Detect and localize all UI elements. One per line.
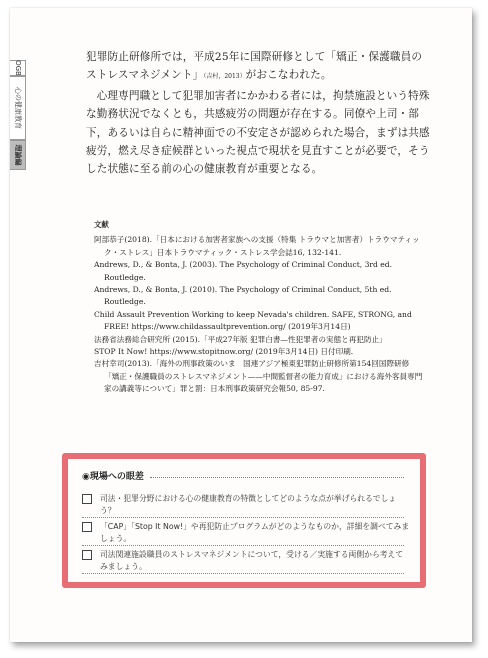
reference-item: 吉村幸司(2013).「海外の刑事政策のいま 国連アジア極東犯罪防止研修所第154回国際研修「矯正・保護職員のストレスマネジメント——中間監督者の能力育成」における海外客員専門家の講義等について」罪と罰：日本刑事政策研究会報50, 85-97. [94,359,423,394]
checkbox[interactable] [82,494,92,504]
side-tabs [10,60,26,170]
body-text [86,48,430,179]
side-tab-theory[interactable]: 理論編 [10,140,26,170]
divider [82,517,404,518]
divider [150,477,404,478]
divider [82,573,404,574]
field-perspective-box [62,453,426,588]
reference-item: 阿部恭子(2018).「日本における加害者家族への支援（特集 トラウマと加害者）トラウマティック・ストレス」日本トラウマティック・ストレス学会誌16, 132-141. [94,235,420,257]
reference-item: STOP It Now! https://www.stopitnow.org/ (2019年3月14日) 日付印刷. [94,347,354,357]
box-title: ◉現場への眼差 [82,472,144,482]
question-text: 司法・犯罪分野における心の健康教育の特徴としてどのような点が挙げられるでしょう？ [100,494,397,515]
reference-item: Andrews, D., & Bonta, J. (2003). The Psychology of Criminal Conduct, 3rd ed. Routledge. [94,260,393,282]
checkbox[interactable] [82,550,92,560]
paragraph-1: 犯罪防止研修所では，平成25年に国際研修として「矯正・保護職員のストレスマネジメント」（吉村，2013）がおこなわれた。 [86,51,423,82]
question-text: 司法関連施設職員のストレスマネジメントについて，受ける／実施する両側から考えてみましょう。 [100,550,404,571]
question-text: 「CAP」「Stop It Now!」や再犯防止プログラムがどのようなものか，詳細を調べてみましょう。 [100,522,410,543]
reference-item: Andrews, D., & Bonta, J. (2010). The Psychology of Criminal Conduct, 5th ed. Routledge. [94,285,392,307]
paragraph-2: 心理専門職として犯罪加害者にかかわる者には，拘禁施設という特殊な勤務状況でなくとも，共感疲労の問題が存在する。同僚や上司・部下，あるいは自らに精神面での不安定さが認められた場合，まずは共感疲労，燃え尽き症候群といった視点で現状を見直すことが必要で，そうした状態に至る前の心の健康教育が重要となる。 [86,89,430,176]
reference-item: Child Assault Prevention Working to keep Nevada's children. SAFE, STRONG, and FREE! https://www.childassaultprevention.org/ (2019年3月14日) [94,309,412,332]
divider [82,545,404,546]
checkbox[interactable] [82,522,92,532]
references [94,219,424,396]
citation: （吉村，2013） [203,73,246,81]
side-tab-mental-health[interactable]: 心の健康教育 [10,76,26,140]
reference-item: 法務省法務総合研究所 (2015).「平成27年版 犯罪白書—性犯罪者の実態と再犯防止」 [94,334,387,344]
side-tab-ogb[interactable]: OGB [10,60,26,76]
book-page [10,8,472,642]
references-title: 文献 [94,220,109,229]
